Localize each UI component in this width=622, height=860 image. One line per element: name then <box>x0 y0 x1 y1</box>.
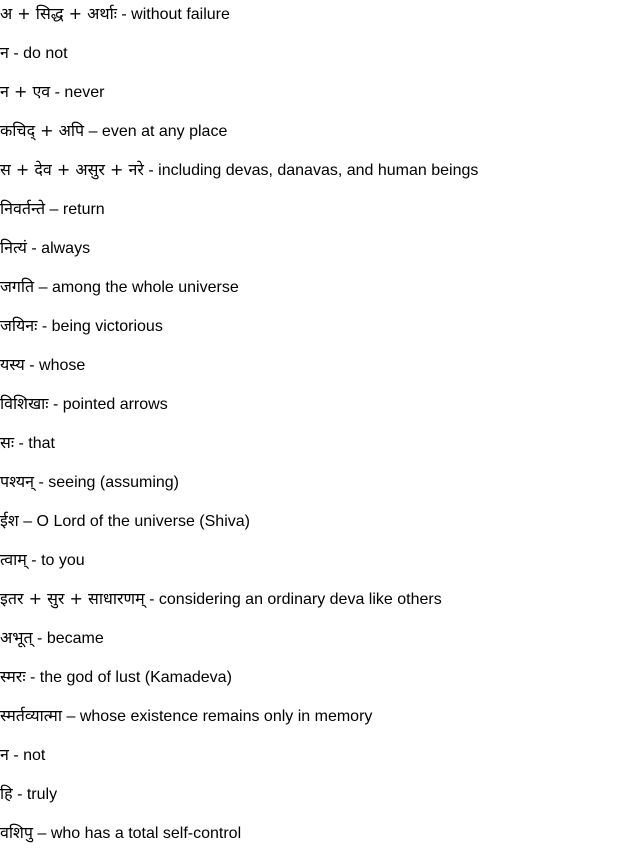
sanskrit-term: न <box>0 745 9 764</box>
sanskrit-term: त्वाम् <box>0 550 27 569</box>
sanskrit-term: स्मरः <box>0 667 26 686</box>
glossary-entry <box>0 351 85 379</box>
entry-separator: - <box>37 318 52 335</box>
entry-separator: – <box>33 825 51 842</box>
english-meaning: seeing (assuming) <box>48 474 180 491</box>
glossary-entry <box>0 819 241 847</box>
sanskrit-term: न + एव <box>0 82 51 101</box>
english-meaning: including devas, danavas, and human beings <box>158 162 479 179</box>
english-meaning: truly <box>26 786 58 803</box>
english-meaning: considering an ordinary deva like others <box>158 591 442 608</box>
entry-separator: - <box>50 84 65 101</box>
sanskrit-term: निवर्तन्ते <box>0 199 46 218</box>
entry-separator: – <box>18 513 37 530</box>
sanskrit-term: विशिखाः <box>0 394 49 413</box>
glossary-entry <box>0 429 55 457</box>
english-meaning: do not <box>23 45 68 62</box>
sanskrit-term: नित्यं <box>0 238 27 257</box>
entry-separator: - <box>48 396 63 413</box>
entry-separator: - <box>116 6 132 23</box>
sanskrit-term: पश्यन् <box>0 472 35 491</box>
entry-separator: – <box>62 708 80 725</box>
english-meaning: being victorious <box>51 318 163 335</box>
entry-separator: - <box>24 357 40 374</box>
glossary-entry <box>0 273 239 301</box>
english-meaning: whose <box>39 357 86 374</box>
english-meaning: without failure <box>131 6 230 23</box>
entry-separator: - <box>26 552 42 569</box>
english-meaning: return <box>62 201 105 218</box>
english-meaning: pointed arrows <box>62 396 168 413</box>
english-meaning: even at any place <box>101 123 228 140</box>
english-meaning: never <box>64 84 105 101</box>
glossary-entry <box>0 507 250 535</box>
glossary-entry <box>0 663 232 691</box>
english-meaning: that <box>28 435 55 452</box>
sanskrit-term: वशिपु <box>0 823 34 842</box>
entry-separator: - <box>8 747 24 764</box>
sanskrit-term: हि <box>0 784 13 803</box>
glossary-entry <box>0 0 230 28</box>
glossary-entry <box>0 546 85 574</box>
english-meaning: O Lord of the universe (Shiva) <box>36 513 250 530</box>
glossary-entry <box>0 156 478 184</box>
glossary-entry <box>0 624 104 652</box>
entry-separator: – <box>84 123 102 140</box>
sanskrit-term: यस्य <box>0 355 25 374</box>
glossary-entry <box>0 702 372 730</box>
english-meaning: the god of lust (Kamadeva) <box>39 669 232 686</box>
glossary-entry <box>0 117 227 145</box>
glossary-entry <box>0 195 105 223</box>
glossary-entry <box>0 78 104 106</box>
english-meaning: whose existence remains only in memory <box>79 708 373 725</box>
glossary-entry <box>0 390 168 418</box>
sanskrit-term: अभूत् <box>0 628 33 647</box>
glossary-entry <box>0 741 45 769</box>
english-meaning: to you <box>41 552 85 569</box>
english-meaning: became <box>46 630 104 647</box>
english-meaning: who has a total self-control <box>50 825 242 842</box>
entry-separator: - <box>25 669 40 686</box>
sanskrit-term: इतर + सुर + साधारणम् <box>0 589 145 608</box>
sanskrit-term: कचिद् + अपि <box>0 121 85 140</box>
entry-separator: - <box>8 45 24 62</box>
glossary-entry <box>0 39 68 67</box>
glossary-entry <box>0 234 90 262</box>
entry-separator: - <box>12 786 27 803</box>
entry-separator: - <box>26 240 42 257</box>
entry-separator: - <box>144 591 159 608</box>
sanskrit-term: ईश <box>0 511 19 530</box>
english-meaning: not <box>23 747 46 764</box>
entry-separator: – <box>45 201 63 218</box>
entry-separator: - <box>143 162 159 179</box>
sanskrit-term: न <box>0 43 9 62</box>
entry-separator: – <box>34 279 52 296</box>
sanskrit-term: जगति <box>0 277 35 296</box>
glossary-entry <box>0 468 179 496</box>
glossary-entry <box>0 585 442 613</box>
english-meaning: always <box>41 240 91 257</box>
entry-separator: - <box>34 474 49 491</box>
entry-separator: - <box>14 435 29 452</box>
sanskrit-term: जयिनः <box>0 316 38 335</box>
glossary-entry <box>0 780 57 808</box>
entry-separator: - <box>32 630 47 647</box>
sanskrit-term: अ + सिद्ध + अर्थाः <box>0 4 117 23</box>
sanskrit-term: सः <box>0 433 15 452</box>
english-meaning: among the whole universe <box>51 279 239 296</box>
glossary-entry <box>0 312 163 340</box>
sanskrit-term: स + देव + असुर + नरे <box>0 160 144 179</box>
sanskrit-term: स्मर्तव्यात्मा <box>0 706 63 725</box>
